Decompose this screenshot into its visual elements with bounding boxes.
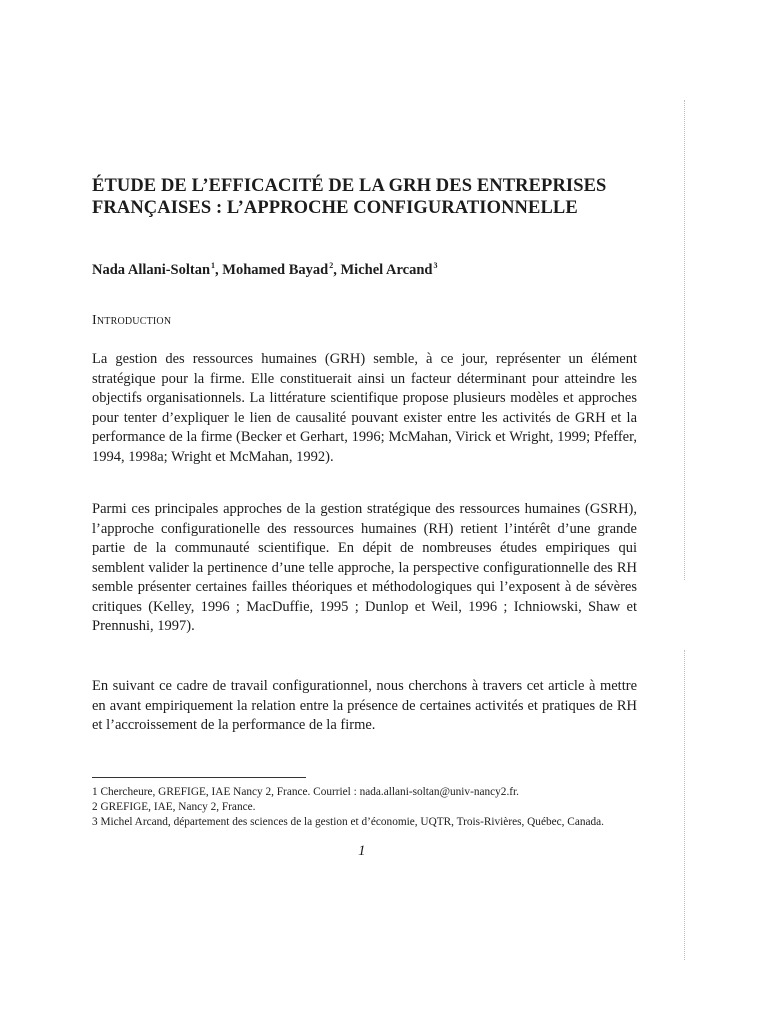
paper-title <box>92 175 652 219</box>
title-line-2: FRANÇAISES : L’APPROCHE CONFIGURATIONNELLE <box>92 198 578 218</box>
author-separator: , <box>215 262 223 278</box>
scan-edge-artifact-lower <box>684 650 685 960</box>
footnote-2: 2 GREFIGE, IAE, Nancy 2, France. <box>92 801 256 813</box>
body-paragraph-2: Parmi ces principales approches de la gestion stratégique des ressources humaines (GSRH), l’approche configurationelle des ressources humaines (RH) retient l’intérêt d’une grande partie de la communauté scientifique. En dépit de nombreuses études empiriques qui semblent valider la pertinence d’une telle approche, la perspective configurationnelle des RH semble présenter certaines failles théoriques et méthodologiques qui l’exposent à de sévères critiques (Kelley, 1996 ; MacDuffie, 1995 ; Dunlop et Weil, 1996 ; Ichniowski, Shaw et Prennushi, 1997). <box>92 501 637 634</box>
body-paragraph-1: La gestion des ressources humaines (GRH) semble, à ce jour, représenter un élément stratégique pour la firme. Elle constituerait ainsi un facteur déterminant pour atteindre les objectifs organisationnels. La littérature scientifique propose plusieurs modèles et approches pour tenter d’expliquer le lien de causalité pouvant exister entre les activités de GRH et la performance de la firme (Becker et Gerhart, 1996; McMahan, Virick et Wright, 1999; Pfeffer, 1994, 1998a; Wright et McMahan, 1992). <box>92 351 637 465</box>
author-list <box>92 256 652 280</box>
author-name: Nada Allani-Soltan <box>92 262 211 278</box>
footnote-divider <box>92 777 306 778</box>
author-footnote-mark: 2 <box>329 261 334 270</box>
section-heading: Introduction <box>92 313 172 328</box>
footnote-1: 1 Chercheure, GREFIGE, IAE Nancy 2, France. Courriel : nada.allani-soltan@univ-nancy2.fr. <box>92 786 520 798</box>
footnotes <box>92 785 642 830</box>
author-footnote-mark: 1 <box>211 261 216 270</box>
body-paragraph-3: En suivant ce cadre de travail configurationnel, nous cherchons à travers cet article à mettre en avant empiriquement la relation entre la présence de certaines activités et pratiques de RH et l’accroissement de la performance de la firme. <box>92 678 637 733</box>
page-number: 1 <box>358 843 366 859</box>
author-name: Michel Arcand <box>340 262 433 278</box>
footnote-3: 3 Michel Arcand, département des sciences de la gestion et d’économie, UQTR, Trois-Rivières, Québec, Canada. <box>92 816 604 828</box>
scan-edge-artifact <box>684 100 685 580</box>
author-name: Mohamed Bayad <box>222 262 329 278</box>
author-separator: , <box>333 262 341 278</box>
title-line-1: ÉTUDE DE L’EFFICACITÉ DE LA GRH DES ENTREPRISES <box>92 176 607 196</box>
author-footnote-mark: 3 <box>433 261 438 270</box>
